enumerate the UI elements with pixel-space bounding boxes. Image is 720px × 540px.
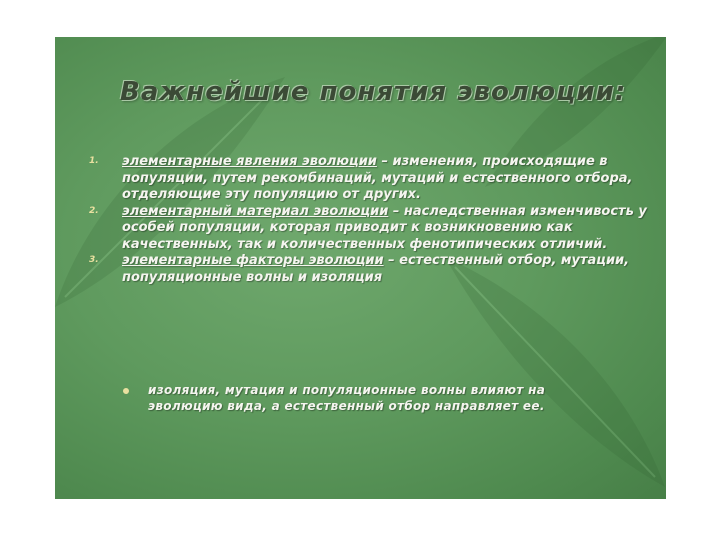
concepts-list <box>89 154 649 286</box>
item-definition: – изменения, происходящие в популяции, путем рекомбинаций, мутаций и естественного отбора, отделяющие эту популяцию от других. <box>122 154 633 202</box>
item-number: 2. <box>89 205 99 216</box>
item-number: 3. <box>89 255 99 265</box>
item-term: элементарный материал эволюции <box>122 203 389 219</box>
item-definition: – наследственная изменчивость у особей популяции, которая приводит к возникновению как качественных, так и количественных фенотипических отличий. <box>122 203 647 252</box>
list-item <box>89 253 649 286</box>
note-text: изоляция, мутация и популяционные волны влияют на эволюцию вида, а естественный отбор направляет ее. <box>148 383 546 413</box>
item-term: элементарные явления эволюции <box>122 154 377 169</box>
list-item <box>89 204 649 254</box>
item-number: 1. <box>89 156 99 166</box>
item-definition: – естественный отбор, мутации, популяционные волны и изоляция <box>122 253 630 285</box>
slide <box>55 37 666 499</box>
item-term: элементарные факторы эволюции <box>122 253 384 268</box>
bullet-icon <box>123 388 129 394</box>
summary-note <box>123 382 593 414</box>
slide-title: Важнейшие понятия эволюции: <box>120 77 627 107</box>
list-item <box>89 154 649 204</box>
